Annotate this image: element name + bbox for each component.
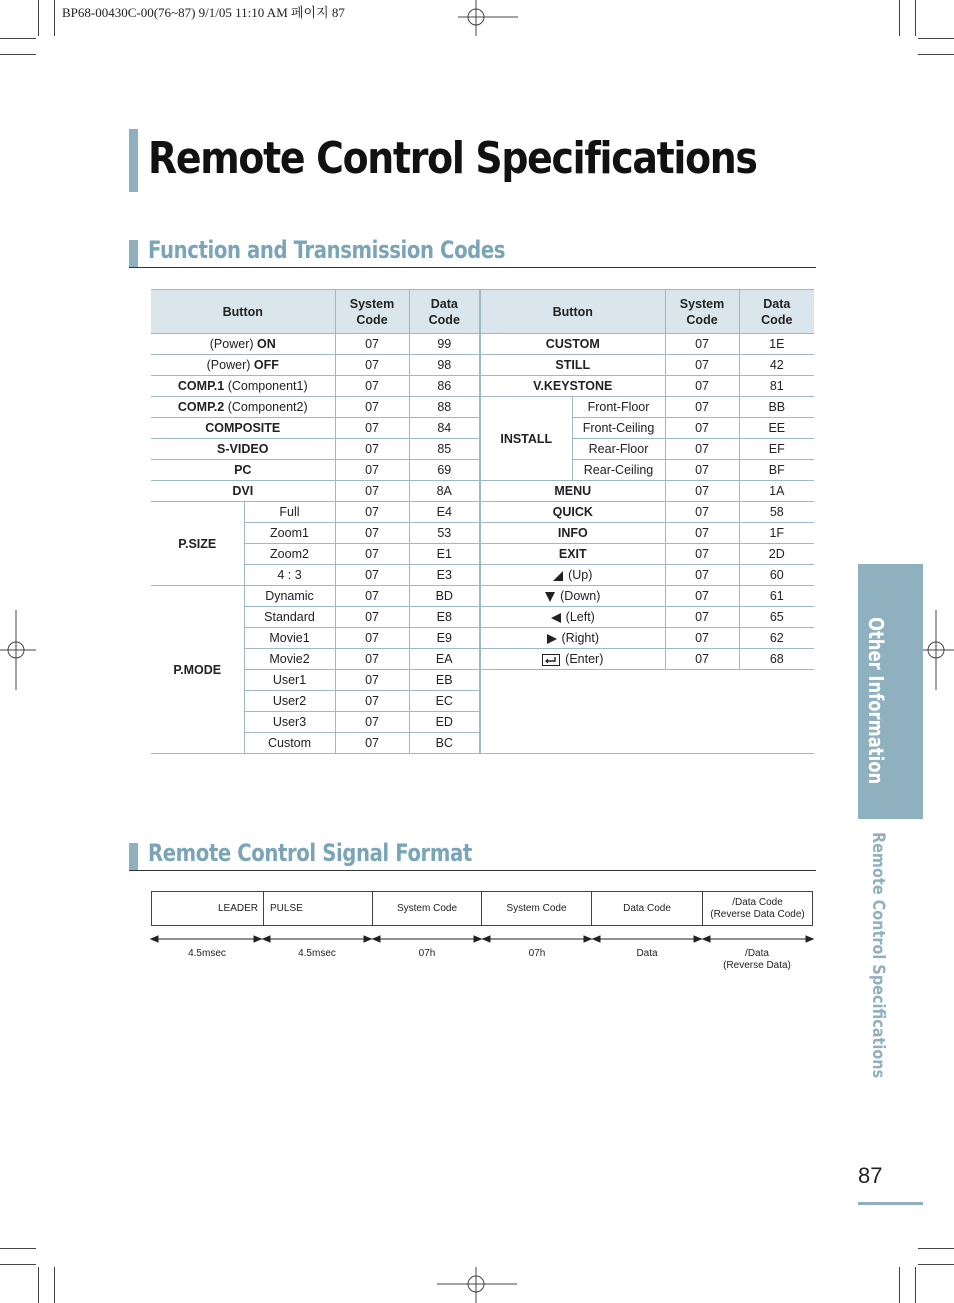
system-code-cell: 07: [335, 733, 409, 754]
data-code-cell: E9: [409, 628, 480, 649]
timing-label: Data: [636, 948, 658, 959]
timing-label: 4.5msec: [298, 948, 336, 959]
system-code-cell: 07: [335, 712, 409, 733]
sidebar-topic-label: Remote Control Specifications: [868, 832, 888, 1079]
data-code-cell: 1A: [739, 481, 814, 502]
sub-button-cell: Zoom2: [244, 544, 335, 565]
crop-mark: [38, 1267, 39, 1303]
system-code-cell: 07: [335, 691, 409, 712]
system-code-cell: 07: [665, 523, 739, 544]
system-code-cell: 07: [665, 544, 739, 565]
system-code-cell: 07: [335, 439, 409, 460]
data-code-cell: EB: [409, 670, 480, 691]
timing-arrows: [149, 932, 815, 946]
data-code-cell: 53: [409, 523, 480, 544]
table-row: [151, 481, 814, 502]
data-code-cell: 8A: [409, 481, 480, 502]
data-code-cell: BB: [739, 397, 814, 418]
system-code-cell: 07: [335, 607, 409, 628]
sub-button-cell: Front-Ceiling: [572, 418, 665, 439]
button-cell: (Power) OFF: [151, 355, 335, 376]
header-button: Button: [480, 290, 665, 334]
button-cell: (Down): [480, 586, 665, 607]
pulse-label: PULSE: [270, 902, 303, 914]
left-arrow-icon: [551, 613, 561, 623]
sub-button-cell: 4 : 3: [244, 565, 335, 586]
button-cell: COMPOSITE: [151, 418, 335, 439]
data-code-cell: 81: [739, 376, 814, 397]
section-divider: [129, 870, 816, 871]
table-row: [151, 334, 814, 355]
system-code-cell: 07: [665, 355, 739, 376]
empty-cell: [480, 670, 814, 754]
data-code-cell: 58: [739, 502, 814, 523]
header-system-code: System Code: [665, 290, 739, 334]
system-code-cell: 07: [335, 355, 409, 376]
crop-mark: [915, 0, 916, 36]
system-code-cell: 07: [335, 649, 409, 670]
system-code-cell: 07: [335, 418, 409, 439]
crop-mark: [0, 1248, 36, 1249]
print-header: BP68-00430C-00(76~87) 9/1/05 11:10 AM 페이지 87: [62, 5, 345, 20]
system-code-cell: 07: [335, 565, 409, 586]
sub-button-cell: Front-Floor: [572, 397, 665, 418]
data-code-box: Data Code: [591, 891, 703, 926]
data-code-cell: EA: [409, 649, 480, 670]
system-code-cell: 07: [665, 439, 739, 460]
section-title-codes: Function and Transmission Codes: [148, 236, 506, 264]
system-code-cell: 07: [665, 481, 739, 502]
crop-mark: [54, 1267, 55, 1303]
system-code-cell: 07: [665, 649, 739, 670]
system-code-cell: 07: [665, 418, 739, 439]
button-cell: EXIT: [480, 544, 665, 565]
button-cell: (Up): [480, 565, 665, 586]
system-code-cell: 07: [335, 460, 409, 481]
header-data-code: Data Code: [409, 290, 480, 334]
sub-button-cell: User2: [244, 691, 335, 712]
data-code-cell: E1: [409, 544, 480, 565]
page-number-rule: [858, 1202, 923, 1205]
crop-mark: [0, 54, 36, 55]
system-code-cell: 07: [335, 670, 409, 691]
crop-mark: [899, 1267, 900, 1303]
table-row: [151, 628, 814, 649]
crop-mark: [0, 1264, 36, 1265]
enter-icon: [542, 654, 560, 666]
header-button: Button: [151, 290, 335, 334]
sub-button-cell: Custom: [244, 733, 335, 754]
timing-label: 07h: [418, 948, 436, 959]
leader-pulse-box: [151, 891, 373, 926]
down-arrow-icon: [545, 592, 555, 602]
system-code-cell: 07: [665, 565, 739, 586]
data-code-cell: 84: [409, 418, 480, 439]
system-code-cell: 07: [665, 586, 739, 607]
registration-mark-icon: [918, 610, 954, 690]
registration-mark-icon: [437, 1267, 517, 1303]
right-arrow-icon: [547, 634, 557, 644]
data-code-cell: 85: [409, 439, 480, 460]
button-cell: (Enter): [480, 649, 665, 670]
data-code-cell: 62: [739, 628, 814, 649]
data-code-cell: 1E: [739, 334, 814, 355]
reverse-data-code-line1: /Data Code: [732, 896, 783, 908]
data-code-cell: 1F: [739, 523, 814, 544]
leader-label: LEADER: [217, 902, 258, 914]
button-cell: DVI: [151, 481, 335, 502]
data-code-cell: EE: [739, 418, 814, 439]
system-code-cell: 07: [335, 502, 409, 523]
data-code-cell: 68: [739, 649, 814, 670]
data-code-cell: ED: [409, 712, 480, 733]
header-data-code: Data Code: [739, 290, 814, 334]
data-code-cell: 88: [409, 397, 480, 418]
system-code-box: System Code: [372, 891, 482, 926]
sub-button-cell: User1: [244, 670, 335, 691]
system-code-cell: 07: [335, 481, 409, 502]
data-code-cell: BC: [409, 733, 480, 754]
crop-mark: [918, 1264, 954, 1265]
data-code-cell: 42: [739, 355, 814, 376]
sidebar-section-label: Other Information: [864, 617, 888, 785]
psize-group-label: P.SIZE: [151, 502, 244, 586]
crop-mark: [918, 1248, 954, 1249]
sub-button-cell: Zoom1: [244, 523, 335, 544]
table-header-row: [151, 290, 814, 334]
button-cell: STILL: [480, 355, 665, 376]
data-code-cell: 69: [409, 460, 480, 481]
table-row: [151, 376, 814, 397]
system-code-cell: 07: [665, 397, 739, 418]
up-arrow-icon: [553, 571, 563, 581]
data-code-cell: E4: [409, 502, 480, 523]
button-cell: (Left): [480, 607, 665, 628]
system-code-cell: 07: [665, 502, 739, 523]
section-divider: [129, 267, 816, 268]
data-code-cell: BF: [739, 460, 814, 481]
system-code-cell: 07: [335, 628, 409, 649]
data-code-cell: EF: [739, 439, 814, 460]
system-code-box: System Code: [481, 891, 592, 926]
button-cell: COMP.1 (Component1): [151, 376, 335, 397]
timing-label-line1: /Data: [745, 948, 769, 959]
crop-mark: [54, 0, 55, 36]
button-cell: INFO: [480, 523, 665, 544]
section-accent-bar: [129, 240, 138, 267]
data-code-cell: EC: [409, 691, 480, 712]
system-code-cell: 07: [665, 334, 739, 355]
data-code-cell: 60: [739, 565, 814, 586]
button-cell: COMP.2 (Component2): [151, 397, 335, 418]
header-system-code: System Code: [335, 290, 409, 334]
table-row: [151, 355, 814, 376]
system-code-cell: 07: [335, 376, 409, 397]
sub-button-cell: Movie2: [244, 649, 335, 670]
pmode-group-label: P.MODE: [151, 586, 244, 754]
crop-mark: [899, 0, 900, 36]
sub-button-cell: Rear-Ceiling: [572, 460, 665, 481]
title-accent-bar: [129, 129, 138, 192]
button-cell: (Right): [480, 628, 665, 649]
reverse-data-code-line2: (Reverse Data Code): [710, 908, 805, 920]
data-code-cell: 86: [409, 376, 480, 397]
table-row: [151, 670, 814, 691]
signal-format-diagram: [151, 891, 813, 926]
codes-table: [151, 289, 814, 754]
data-code-cell: 99: [409, 334, 480, 355]
table-row: [151, 397, 814, 418]
system-code-cell: 07: [335, 523, 409, 544]
crop-mark: [918, 54, 954, 55]
table-row: [151, 502, 814, 523]
data-code-cell: E3: [409, 565, 480, 586]
timing-label: 07h: [528, 948, 546, 959]
system-code-cell: 07: [335, 334, 409, 355]
section-title-signal: Remote Control Signal Format: [148, 839, 472, 867]
button-cell: S-VIDEO: [151, 439, 335, 460]
data-code-cell: E8: [409, 607, 480, 628]
registration-mark-icon: [0, 610, 36, 690]
timing-label: 4.5msec: [188, 948, 226, 959]
crop-mark: [38, 0, 39, 36]
sub-button-cell: User3: [244, 712, 335, 733]
crop-mark: [0, 38, 36, 39]
system-code-cell: 07: [665, 607, 739, 628]
sub-button-cell: Rear-Floor: [572, 439, 665, 460]
data-code-cell: 98: [409, 355, 480, 376]
button-cell: QUICK: [480, 502, 665, 523]
system-code-cell: 07: [335, 397, 409, 418]
table-row: [151, 607, 814, 628]
timing-label-line2: (Reverse Data): [723, 960, 791, 971]
table-row: [151, 544, 814, 565]
install-group-label: INSTALL: [480, 397, 572, 481]
page-number: 87: [858, 1163, 883, 1188]
table-row: [151, 565, 814, 586]
page-title: Remote Control Specifications: [148, 133, 757, 184]
button-cell: (Power) ON: [151, 334, 335, 355]
table-row: [151, 649, 814, 670]
system-code-cell: 07: [665, 376, 739, 397]
system-code-cell: 07: [665, 628, 739, 649]
button-cell: MENU: [480, 481, 665, 502]
table-row: [151, 523, 814, 544]
data-code-cell: 2D: [739, 544, 814, 565]
sub-button-cell: Dynamic: [244, 586, 335, 607]
system-code-cell: 07: [335, 586, 409, 607]
button-cell: PC: [151, 460, 335, 481]
table-row: [151, 586, 814, 607]
system-code-cell: 07: [335, 544, 409, 565]
sub-button-cell: Full: [244, 502, 335, 523]
button-cell: V.KEYSTONE: [480, 376, 665, 397]
button-cell: CUSTOM: [480, 334, 665, 355]
crop-mark: [915, 1267, 916, 1303]
registration-mark-icon: [458, 0, 518, 36]
sub-button-cell: Standard: [244, 607, 335, 628]
reverse-data-code-box: [702, 891, 813, 926]
leader-pulse-divider: [263, 892, 264, 925]
timing-label: [701, 948, 813, 972]
section-accent-bar: [129, 843, 138, 870]
sub-button-cell: Movie1: [244, 628, 335, 649]
data-code-cell: 61: [739, 586, 814, 607]
data-code-cell: 65: [739, 607, 814, 628]
system-code-cell: 07: [665, 460, 739, 481]
crop-mark: [918, 38, 954, 39]
data-code-cell: BD: [409, 586, 480, 607]
